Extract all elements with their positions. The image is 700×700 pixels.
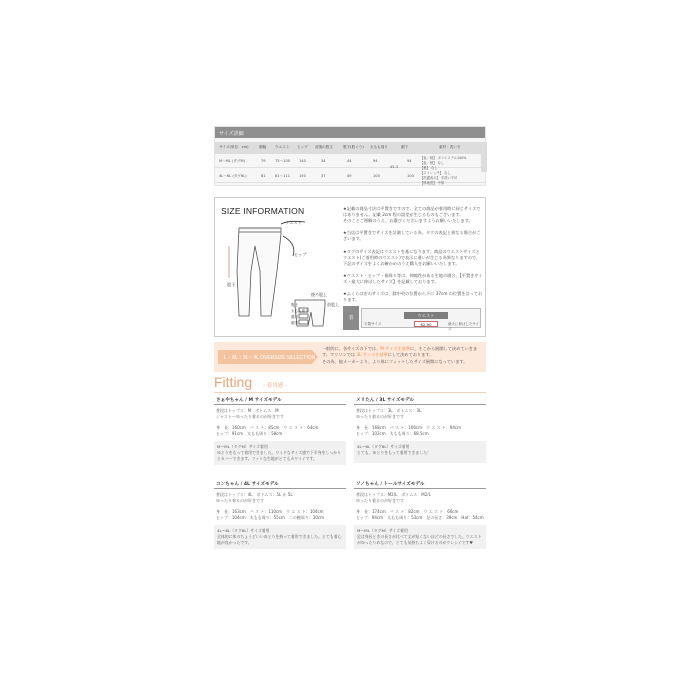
hip-label: ヒップ [294, 252, 307, 257]
cell: 81～111 [275, 174, 291, 178]
flat-size-label: 平置サイズ [364, 322, 382, 326]
model-usual-size: 普段はトップス：3L ボトムス：3L ゆったり着るのが好きです [356, 408, 422, 419]
col-length: 裾下 [401, 145, 409, 149]
pants-mark: 表 [343, 306, 359, 330]
cell: 37 [321, 174, 326, 178]
size-table-columns [215, 142, 485, 154]
col-hip: ヒップ [297, 145, 308, 149]
model-card [214, 396, 346, 465]
material-item: 【厚地度】 中厚 [420, 180, 445, 185]
max-stretch-label: 最大に伸ばしたサイズ [448, 322, 480, 331]
cell: 150 [299, 174, 306, 178]
inseam-label: 股下 [227, 282, 236, 287]
model-usual-size: 普段はトップス：4L ボトムス：5L か 5L ゆったり着るのが好きです [216, 492, 293, 503]
size-info-title: SIZE INFORMATION [221, 206, 305, 216]
model-measurements: 身 長：174cm バ ス ト：82cm ウ エ ス ト：66cm ヒップ：94cm 太もも周り：53cm 足の長さ：39cm Hat：54cm [356, 508, 484, 520]
shared-value: 45.3 [390, 165, 399, 169]
model-measurements: 身 長：160cm バ ス ト：85cm ウ エ ス ト：64cm ヒップ：91cm 太もも周り：58cm [216, 424, 319, 436]
rise-label: 股上 [291, 303, 298, 307]
thigh-label: 太もも周り [291, 309, 309, 313]
cell: 81 [261, 174, 266, 178]
knee-label: 膝巾 [291, 315, 298, 319]
cell: 100 [373, 174, 380, 178]
waist-legend-value: 62-90 [414, 321, 438, 327]
waist-legend-box [361, 308, 481, 331]
hem-label: 裾巾 [291, 321, 298, 325]
cell: 140 [299, 159, 306, 163]
model-card [214, 480, 346, 549]
material-item: 【ストレッチ】 なし [420, 170, 451, 175]
col-material: 素材・洗い方 [439, 145, 461, 149]
model-card [354, 396, 486, 463]
col-rise: 前後の股丈 [315, 145, 333, 149]
material-item: 【表／柄】 なし [420, 160, 445, 165]
model-measurements: 身 長：168cm バ ス ト：106cm ウ エ ス ト：94cm ヒップ：102cm 太もも周り：68.5cm [356, 424, 462, 436]
banner-highlight: 3L サイズを基準 [356, 352, 388, 358]
cell: 79 [261, 159, 266, 163]
waist-legend [343, 306, 483, 332]
model-usual-size: 普段はトップス：M ボトムス：M ジャスト～ゆったり着るのが好きです [216, 408, 284, 419]
oversize-banner [214, 342, 486, 372]
cell: 100 [407, 174, 414, 178]
cell: 94 [407, 159, 412, 163]
material-item: 【洗濯表示】 手洗い不可 [420, 175, 458, 180]
banner-text-part: 一般的に、各サイズの下では、 [322, 346, 381, 351]
model-name: コンちゃん / 4L サイズモデル [214, 480, 346, 489]
table-edge [481, 142, 487, 172]
banner-text-part: にして決めております。 その為、他メーカーより、より体にフィットしたサイズ展開になっています。 [322, 352, 468, 364]
cell: 75～100 [275, 159, 291, 163]
size-info-notes: ★記載の商品寸法は平置きですので、全ての商品が着用時に同じサイズではありません。記載 2cm 程の誤差が生じるものもございます。 そのことご理解のうえ、お選びくださいますようお願いいたします。 ★当店は平置きでサイズを計測している為、タグの表記と異なる場合がございます。 ★タグのサイズ表記はウエストを基になります。商品のウエストサイズとウエスト(ご着用時のウエスト)で表示に違いが生じる為異なりますので、下記のサイズをよくお確かめのうえ購入をお願いいたします。 ★ウエスト・ヒップ・裾周り等は、伸縮性がある生地の場合、【平置きサイズ・最大に伸ばしたサイズ】を記載しております。 ★ふくらはぎのサイズは、膝中央の位置から下に 37cm の位置を計っております。 [343, 206, 483, 303]
model-usual-size: 普段はトップス：M2/L ボトムス：M2/L ゆったり着るのが好きです [356, 492, 431, 503]
cell: 44 [347, 159, 352, 163]
model-comment: M～ML（タグM）サイズ着用 ゆとりをもって着用できました。ワイドなサイズ感で下半身をしっかりとカバーできます。フットな生地がとてもカワイイです。 [214, 441, 346, 465]
waist-label: ウエスト [285, 220, 302, 225]
model-name: さぁやちゃん / M サイズモデル [214, 396, 346, 405]
col-size: サイズ(単位：cm) [219, 145, 249, 149]
col-thigh: 太もも周り [370, 145, 388, 149]
banner-text [322, 346, 484, 365]
model-comment: M～ML（タグM）サイズ着用 足は身長ときの長さが比べて丈が短くないほどの長さでした。ウエストがゆったりめなので、とても気持ちよく穿けるのがウレシイです♥ [354, 525, 486, 549]
model-comment: 4L～6L（タグ6L）サイズ着用 全体的に体のちょうどいいゆとりを持って着用できました。とても着心地が良かったです。 [214, 525, 346, 549]
col-inseam: 股下(股ぐり) [343, 145, 364, 149]
back-rise-label: 後ろ股上 [311, 292, 327, 297]
oversize-badge-text: L・XL・3L・4L OVERSIZE SELECTION [224, 355, 316, 361]
col-hem: 裾幅 [259, 145, 267, 149]
banner-highlight: M サイズを基準 [380, 346, 411, 351]
model-measurements: 身 長：163cm バ ス ト：110cm ウ エ ス ト：104cm ヒップ：104cm 太もも周り：55cm 二の腕周り：30cm [216, 508, 324, 520]
banner-text-part: に、そこから展開して決めていきます。マリリンでは [322, 346, 478, 358]
size-table [214, 126, 486, 186]
model-name: ソノちゃん / トールサイズモデル [354, 480, 486, 489]
cell: 94 [373, 159, 378, 163]
material-list [420, 156, 466, 186]
model-comment: 4L～6L（タグ6L）サイズ着用 とても、ゆとりをもって着用できました！ [354, 441, 486, 463]
material-item: 【表／柄】 ポリエステル100% [420, 156, 467, 160]
col-waist: ウエスト [275, 145, 290, 149]
fitting-divider [214, 392, 486, 393]
model-name: メリたん / 3L サイズモデル [354, 396, 486, 405]
pants-diagram [219, 216, 339, 334]
row-size: M～ML (タグM) [219, 159, 246, 163]
oversize-badge [216, 346, 320, 368]
fitting-subtitle: - 着用感 - [263, 383, 287, 389]
cell: 34 [321, 159, 326, 163]
size-table-header: サイズ詳細 [215, 127, 485, 138]
front-rise-label: 前股上 [327, 302, 339, 307]
fitting-title: Fitting [214, 374, 253, 390]
row-size: 4L～6L (タグ6L) [219, 174, 247, 178]
material-item: 【裏】 なし [420, 165, 438, 170]
size-information-panel [214, 197, 486, 337]
cell: 49 [347, 174, 352, 178]
model-card [354, 480, 486, 549]
waist-legend-label: ウエスト [404, 312, 448, 319]
